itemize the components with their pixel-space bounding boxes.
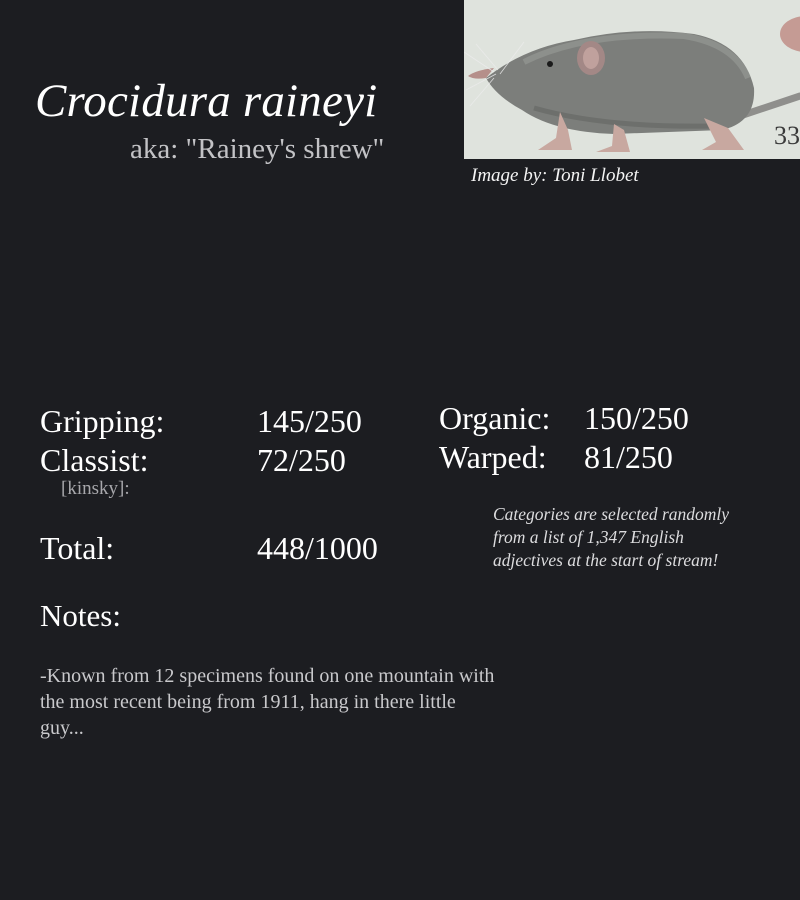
organic-label: Organic:: [439, 400, 551, 436]
classist-score: 72/250: [257, 442, 346, 478]
shrew-illustration: [464, 0, 800, 159]
total-label: Total:: [40, 530, 115, 566]
species-name: Crocidura raineyi: [35, 75, 378, 127]
warped-label: Warped:: [439, 439, 547, 475]
notes-body: -Known from 12 specimens found on one mountain with the most recent being from 1911, hang in there little guy...: [40, 665, 495, 739]
warped-score: 81/250: [584, 439, 673, 475]
classist-sub-label: [kinsky]:: [61, 478, 130, 499]
organic-score: 150/250: [584, 400, 689, 436]
image-credit: Image by: Toni Llobet: [471, 165, 639, 186]
total-score: 448/1000: [257, 530, 378, 566]
gripping-score: 145/250: [257, 403, 362, 439]
plate-number: 33: [774, 121, 800, 150]
gripping-label: Gripping:: [40, 403, 165, 439]
notes-heading: Notes:: [40, 598, 121, 633]
category-explanation: Categories are selected randomly from a list of 1,347 English adjectives at the start of stream!: [493, 504, 730, 570]
common-name: aka: "Rainey's shrew": [130, 133, 385, 165]
classist-label: Classist:: [40, 442, 149, 478]
